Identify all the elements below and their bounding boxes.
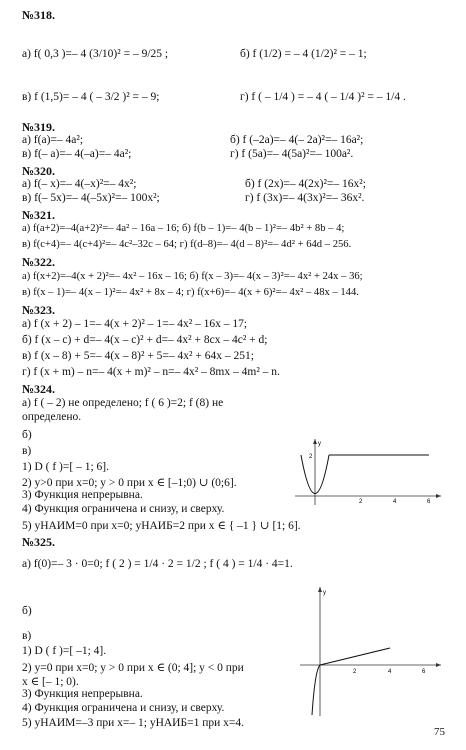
x-axis-arrow [436,494,441,498]
p324-a-line-1: а) f ( – 2) не определено; f ( 6 )=2; f (8) не [22,397,224,409]
p324-item-4: 4) Функция ограничена и снизу, и сверху. [22,503,225,515]
p319-g: г) f (5a)=– 4(5a)²=– 100a². [230,148,354,160]
p325-a: а) f(0)=– 3 · 0=0; f ( 2 ) = 1/4 · 2 = 1/2 ; f ( 4 ) = 1/4 · 4=1. [22,558,293,570]
p323-v: в) f (x – 8) + 5=– 4(x – 8)² + 5=– 4x² + 64x – 251; [22,350,254,362]
problem-324-header: №324. [22,382,56,396]
p325-item-2: 2) y=0 при x=0; y > 0 при x ∈ (0; 4]; y < 0 при [22,662,244,674]
negative-branch [312,665,320,715]
y-axis-arrow [313,439,317,444]
p325-item-1: 1) D ( f )=[ –1; 4]. [22,645,107,657]
p321-line-1: а) f(a+2)=–4(a+2)²=– 4a² – 16a – 16; б) f(b – 1)=– 4(b – 1)²=– 4b² + 8b – 4; [22,223,345,234]
tick-x-2: 2 [359,499,363,505]
p318-g: г) f ( – 1/4 ) = – 4 ( – 1/4 )² = – 1/4 . [240,91,406,103]
p320-g: г) f (3x)=– 4(3x)²=– 36x². [245,192,365,204]
y-axis-label: y [323,590,326,596]
tick-x-6: 6 [422,669,426,675]
problem-322-header: №322. [22,255,56,269]
p324-item-2: 2) y>0 при x=0; y > 0 при x ∈ [–1;0) ∪ (0;6]. [22,477,237,489]
p325-item-2b: x ∈ [– 1; 0). [22,676,79,688]
p324-a-line-2: определено. [22,411,82,423]
y-axis-label: y [318,441,321,447]
p319-v: в) f(– a)=– 4(–a)=– 4a²; [22,148,132,160]
p324-item-1: 1) D ( f )=[ – 1; 6]. [22,461,109,473]
problem-318-header: №318. [22,8,56,22]
p318-v: в) f (1,5)= – 4 ( – 3/2 )² = – 9; [22,91,160,103]
p318-a: а) f( 0,3 )=– 4 (3/10)² = – 9/25 ; [22,48,169,60]
p318-b: б) f (1/2) = – 4 (1/2)² = – 1; [240,48,367,60]
p325-item-5: 5) yНАИМ=–3 при x=– 1; yНАИБ=1 при x=4. [22,717,244,729]
problem-319-header: №319. [22,120,56,134]
p319-b: б) f (–2a)=– 4(– 2a)²=– 16a²; [230,134,364,146]
p320-b: б) f (2x)=– 4(2x)²=– 16x²; [245,178,366,190]
y-axis-arrow [318,587,322,592]
problem-325-header: №325. [22,535,56,549]
p324-v: в) [22,445,32,457]
p325-item-4: 4) Функция ограничена и снизу, и сверху. [22,702,225,714]
p320-v: в) f(– 5x)=– 4(–5x)²=– 100x²; [22,192,160,204]
positive-branch [320,648,390,665]
p321-line-2: в) f(c+4)=– 4(c+4)²=– 4c²–32c – 64; г) f(d–8)=– 4(d – 8)²=– 4d² + 64d – 256. [22,239,352,250]
tick-x-6: 6 [427,499,431,505]
graph-324 [295,437,443,507]
problem-323-header: №323. [22,303,56,317]
problem-320-header: №320. [22,164,56,178]
tick-x-4: 4 [393,499,397,505]
p325-b: б) [22,605,32,617]
graph-325 [298,585,443,718]
p322-line-1: а) f(x+2)=–4(x + 2)²=– 4x² – 16x – 16; б) f(x – 3)=– 4(x – 3)²=– 4x² + 24x – 36; [22,271,363,282]
problem-321-header: №321. [22,208,56,222]
p319-a: а) f(a)=– 4a²; [22,134,84,146]
p323-b: б) f (x – c) + d=– 4(x – c)² + d=– 4x² + 8cx – 4c² + d; [22,334,268,346]
p325-item-3: 3) Функция непрерывна. [22,688,143,700]
p322-line-2: в) f(x – 1)=– 4(x – 1)²=– 4x² + 8x – 4; г) f(x+6)=– 4(x + 6)²=– 4x² – 48x – 144. [22,287,359,298]
p324-item-5: 5) yНАИМ=0 при x=0; yНАИБ=2 при x ∈ { –1 } ∪ [1; 6]. [22,520,301,532]
x-axis-arrow [436,663,441,667]
p325-v: в) [22,630,32,642]
p324-b: б) [22,429,32,441]
p323-g: г) f (x + m) – n=– 4(x + m)² – n=– 4x² – 8mx – 4m² – n. [22,366,280,378]
p324-item-3: 3) Функция непрерывна. [22,489,143,501]
tick-y-2: 2 [309,454,313,460]
tick-x-2: 2 [353,669,357,675]
tick-x-4: 4 [388,669,392,675]
page-number: 75 [434,726,445,738]
p323-a: а) f (x + 2) – 1=– 4(x + 2)² – 1=– 4x² – 16x – 17; [22,318,248,330]
p320-a: а) f(– x)=– 4(–x)²=– 4x²; [22,178,137,190]
